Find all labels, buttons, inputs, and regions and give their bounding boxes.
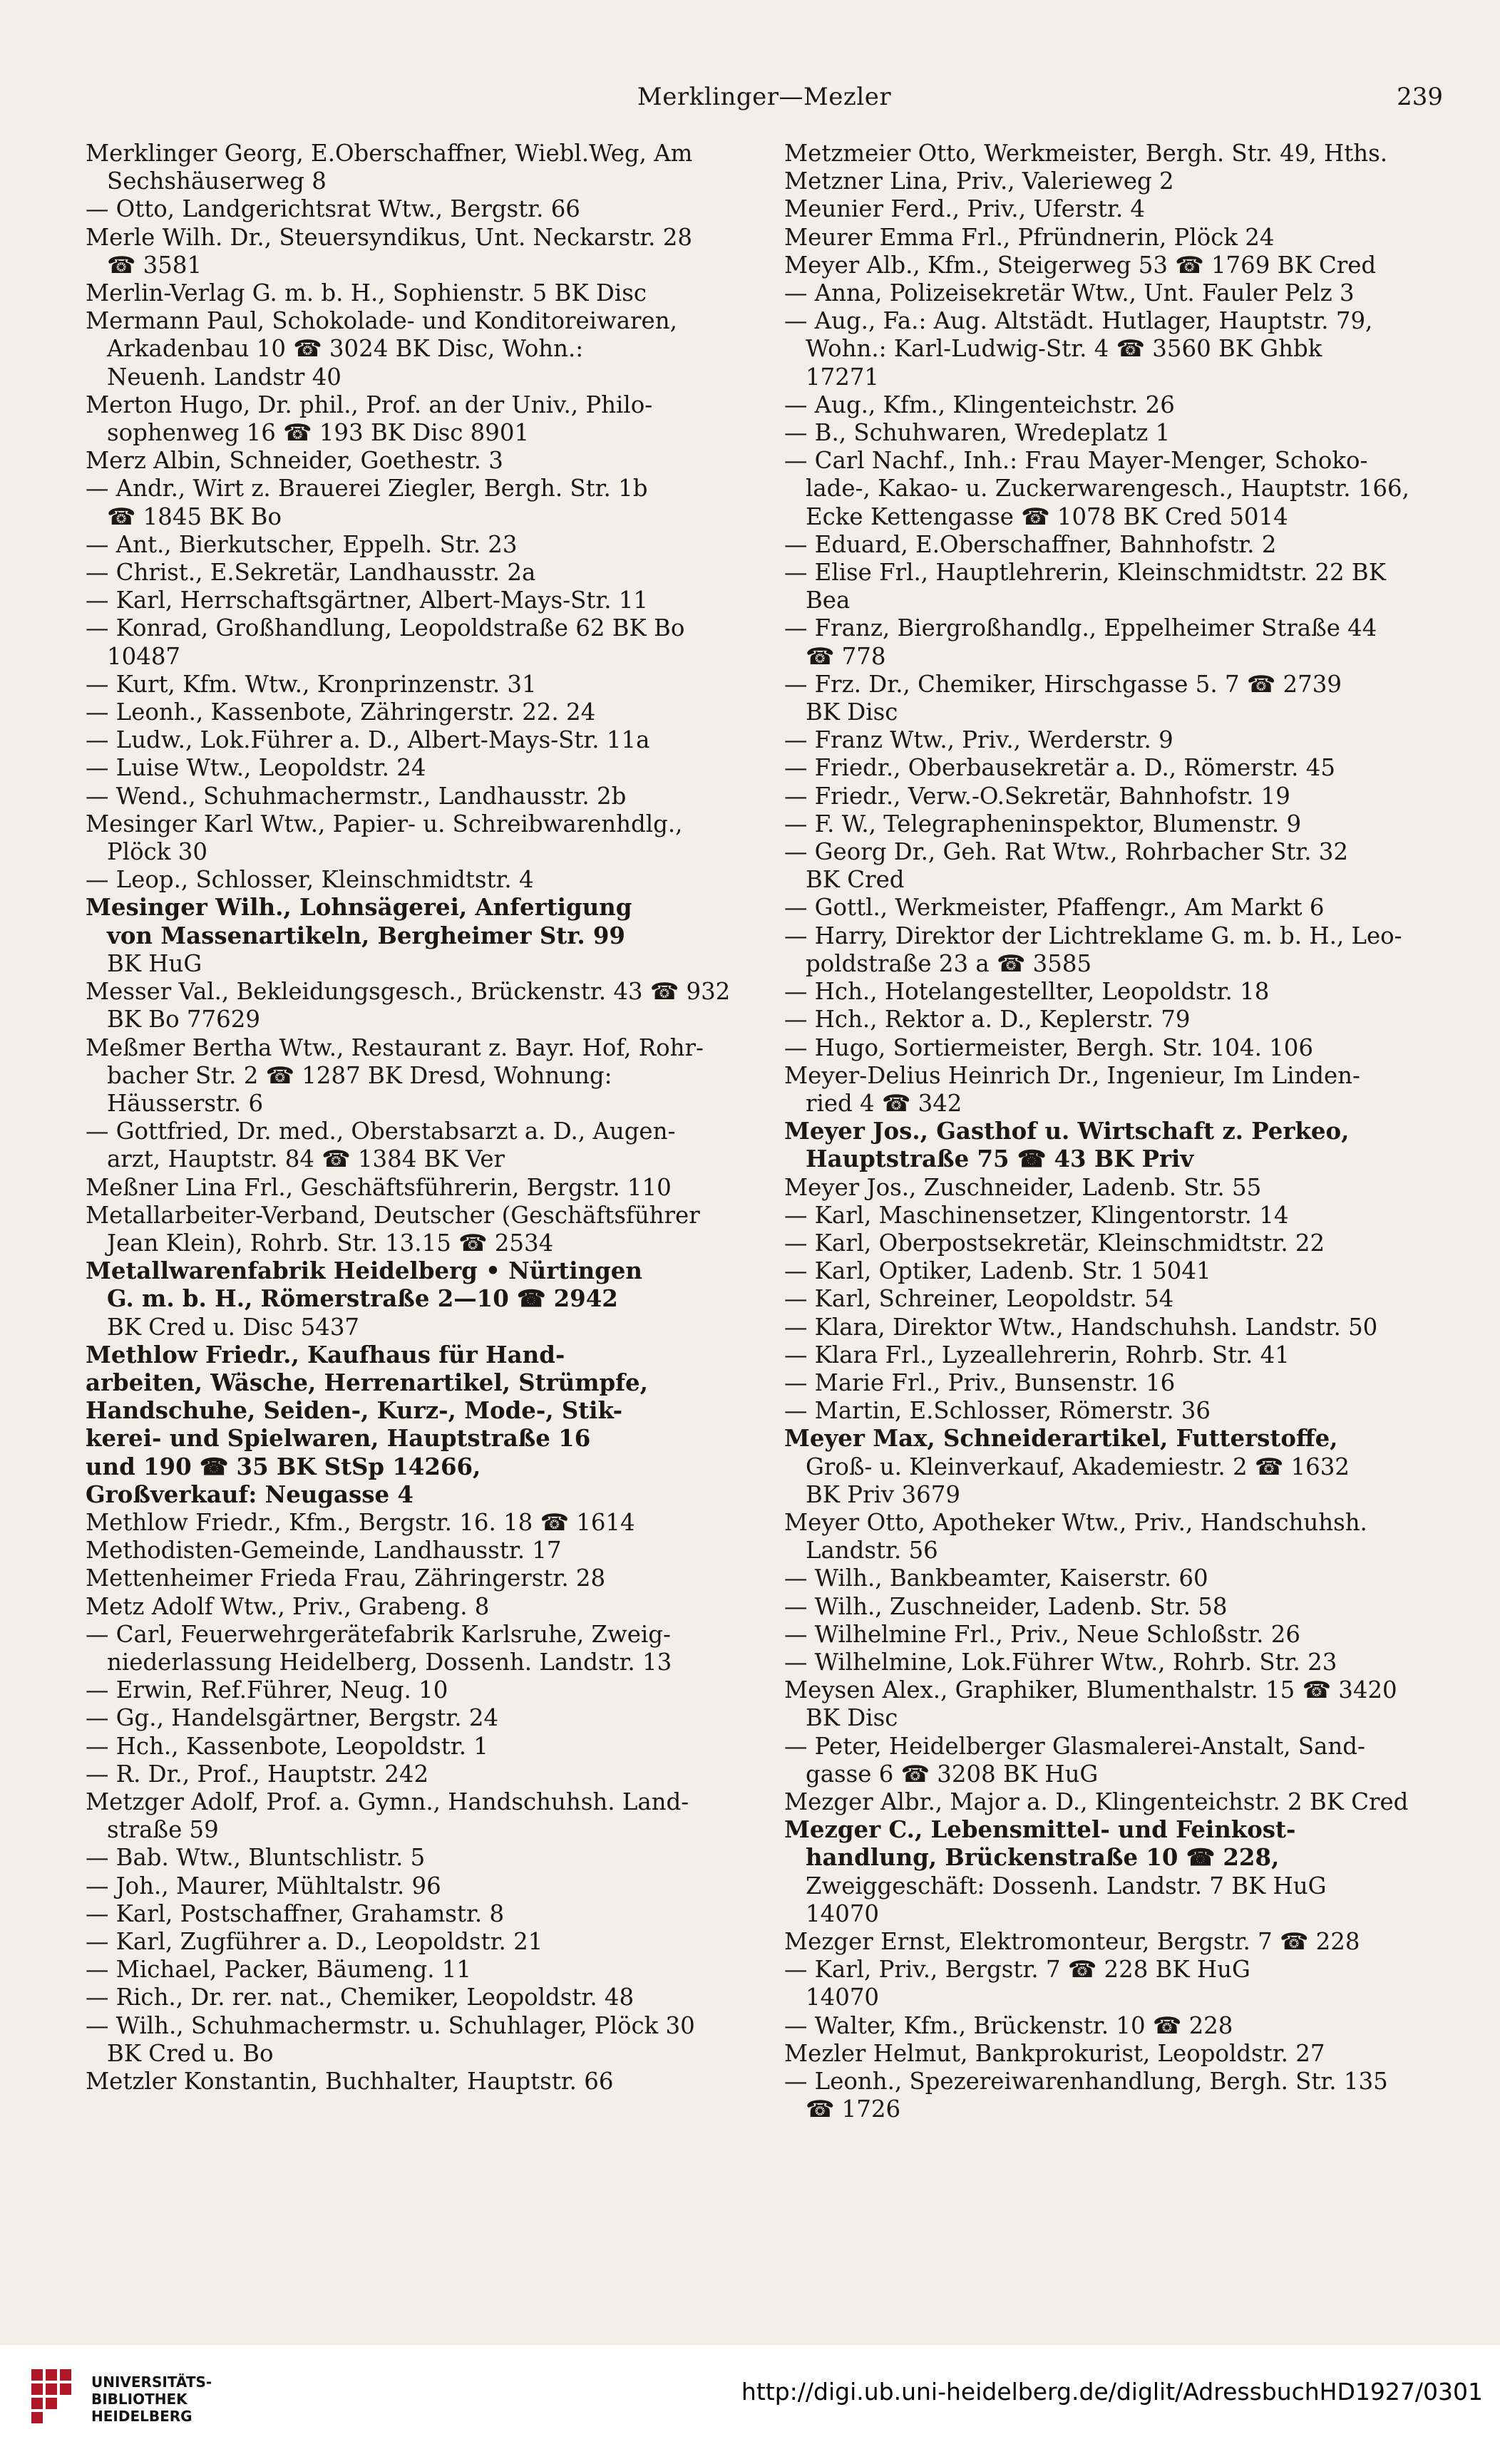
directory-entry: — Karl, Maschinensetzer, Klingentorstr. 14 — [784, 1201, 1289, 1229]
directory-entry: 14070 — [806, 1899, 880, 1927]
directory-entry: — Martin, E.Schlosser, Römerstr. 36 — [784, 1397, 1211, 1425]
directory-entry: Mettenheimer Frieda Frau, Zähringerstr. 28 — [86, 1565, 606, 1592]
directory-entry: — Franz Wtw., Priv., Werderstr. 9 — [784, 726, 1173, 754]
directory-entry: — Harry, Direktor der Lichtreklame G. m. b. H., Leo- — [784, 922, 1402, 949]
directory-entry: gasse 6 ☎ 3208 BK HuG — [806, 1760, 1099, 1788]
directory-entry: — Leop., Schlosser, Kleinschmidtstr. 4 — [86, 866, 534, 894]
directory-entry: — Georg Dr., Geh. Rat Wtw., Rohrbacher Str. 32 — [784, 838, 1349, 866]
directory-entry: — Otto, Landgerichtsrat Wtw., Bergstr. 66 — [86, 195, 580, 223]
directory-entry: Mermann Paul, Schokolade- und Konditoreiwaren, — [86, 307, 677, 335]
directory-entry: — Carl, Feuerwehrgerätefabrik Karlsruhe, Zweig- — [86, 1620, 671, 1648]
directory-entry: Hauptstraße 75 ☎ 43 BK Priv — [806, 1145, 1194, 1173]
directory-entry: Metzner Lina, Priv., Valerieweg 2 — [784, 167, 1174, 195]
directory-entry: Meunier Ferd., Priv., Uferstr. 4 — [784, 195, 1146, 223]
directory-entry: — Kurt, Kfm. Wtw., Kronprinzenstr. 31 — [86, 670, 537, 698]
directory-entry: — Peter, Heidelberger Glasmalerei-Anstalt, Sand- — [784, 1732, 1365, 1760]
directory-entry: — Wilhelmine Frl., Priv., Neue Schloßstr. 26 — [784, 1620, 1300, 1648]
directory-entry: arbeiten, Wäsche, Herrenartikel, Strümpfe, — [86, 1368, 648, 1396]
directory-entry: — Christ., E.Sekretär, Landhausstr. 2a — [86, 559, 536, 587]
directory-entry: BK Disc — [806, 699, 898, 726]
library-name — [91, 2373, 212, 2425]
directory-entry: Groß- u. Kleinverkauf, Akademiestr. 2 ☎ 1632 — [806, 1453, 1350, 1480]
directory-entry: Mezger C., Lebensmittel- und Feinkost- — [784, 1816, 1296, 1844]
directory-entry: BK Disc — [806, 1704, 898, 1732]
directory-entry: Zweiggeschäft: Dossenh. Landstr. 7 BK HuG — [806, 1872, 1327, 1899]
library-line: BIBLIOTHEK — [91, 2391, 188, 2408]
directory-entry: — Wend., Schuhmachermstr., Landhausstr. 2b — [86, 782, 627, 810]
directory-entry: — Wilh., Zuschneider, Ladenb. Str. 58 — [784, 1592, 1228, 1620]
directory-entry: Meyer Jos., Zuschneider, Ladenb. Str. 55 — [784, 1173, 1262, 1201]
directory-entry: — Rich., Dr. rer. nat., Chemiker, Leopoldstr. 48 — [86, 1984, 635, 2011]
left-column — [86, 140, 759, 2096]
directory-entry: — Karl, Oberpostsekretär, Kleinschmidtstr. 22 — [784, 1229, 1325, 1257]
directory-entry: Plöck 30 — [107, 838, 207, 866]
running-title: Merklinger—Mezler — [637, 83, 892, 111]
directory-entry: Sechshäuserweg 8 — [107, 167, 327, 195]
directory-entry: Wohn.: Karl-Ludwig-Str. 4 ☎ 3560 BK Ghbk — [806, 335, 1322, 363]
directory-entry: BK Priv 3679 — [806, 1480, 960, 1508]
directory-entry: Meyer Alb., Kfm., Steigerweg 53 ☎ 1769 BK Cred — [784, 251, 1377, 279]
directory-entry: — Karl, Optiker, Ladenb. Str. 1 5041 — [784, 1257, 1211, 1285]
directory-entry: — Eduard, E.Oberschaffner, Bahnhofstr. 2 — [784, 530, 1277, 558]
directory-entry: Meßner Lina Frl., Geschäftsführerin, Bergstr. 110 — [86, 1173, 672, 1201]
directory-entry: Merton Hugo, Dr. phil., Prof. an der Univ., Philo- — [86, 391, 653, 418]
directory-entry: 10487 — [107, 642, 181, 670]
directory-entry: sophenweg 16 ☎ 193 BK Disc 8901 — [107, 419, 530, 447]
directory-entry: Mezler Helmut, Bankprokurist, Leopoldstr. 27 — [784, 2039, 1325, 2067]
directory-entry: — Anna, Polizeisekretär Wtw., Unt. Fauler Pelz 3 — [784, 279, 1355, 307]
directory-entry: Meyer Otto, Apotheker Wtw., Priv., Handschuhsh. — [784, 1508, 1367, 1536]
directory-entry: — Karl, Zugführer a. D., Leopoldstr. 21 — [86, 1928, 543, 1955]
directory-entry: — Joh., Maurer, Mühltalstr. 96 — [86, 1872, 441, 1899]
directory-entry: — Aug., Kfm., Klingenteichstr. 26 — [784, 391, 1175, 418]
directory-entry: Meurer Emma Frl., Pfründnerin, Plöck 24 — [784, 223, 1275, 251]
directory-entry: BK Bo 77629 — [107, 1006, 260, 1033]
directory-entry: — Leonh., Kassenbote, Zähringerstr. 22. 24 — [86, 699, 596, 726]
directory-entry: — Wilh., Schuhmachermstr. u. Schuhlager, Plöck 30 — [86, 2011, 695, 2039]
directory-entry: Handschuhe, Seiden-, Kurz-, Mode-, Stik- — [86, 1397, 623, 1425]
directory-entry: — B., Schuhwaren, Wredeplatz 1 — [784, 419, 1171, 447]
directory-entry: — Carl Nachf., Inh.: Frau Mayer-Menger, Schoko- — [784, 447, 1368, 475]
directory-entry: — Hch., Hotelangestellter, Leopoldstr. 18 — [784, 978, 1270, 1006]
directory-entry: Methlow Friedr., Kfm., Bergstr. 16. 18 ☎ 1614 — [86, 1508, 635, 1536]
directory-entry: — Wilhelmine, Lok.Führer Wtw., Rohrb. Str. 23 — [784, 1648, 1337, 1676]
directory-entry: — Walter, Kfm., Brückenstr. 10 ☎ 228 — [784, 2011, 1233, 2039]
directory-entry: Arkadenbau 10 ☎ 3024 BK Disc, Wohn.: — [107, 335, 584, 363]
directory-entry: — Karl, Herrschaftsgärtner, Albert-Mays-Str. 11 — [86, 587, 649, 614]
directory-entry: — Luise Wtw., Leopoldstr. 24 — [86, 754, 426, 782]
directory-entry: 14070 — [806, 1984, 880, 2011]
directory-entry: — F. W., Telegrapheninspektor, Blumenstr. 9 — [784, 810, 1302, 837]
directory-entry: — Aug., Fa.: Aug. Altstädt. Hutlager, Hauptstr. 79, — [784, 307, 1373, 335]
directory-entry: — Ant., Bierkutscher, Eppelh. Str. 23 — [86, 530, 518, 558]
directory-entry: — Gottl., Werkmeister, Pfaffengr., Am Markt 6 — [784, 894, 1325, 922]
directory-entry: Mesinger Wilh., Lohnsägerei, Anfertigung — [86, 894, 632, 922]
directory-entry: Methlow Friedr., Kaufhaus für Hand- — [86, 1341, 565, 1368]
directory-entry: BK Cred u. Bo — [107, 2039, 274, 2067]
directory-entry: Großverkauf: Neugasse 4 — [86, 1480, 413, 1508]
directory-entry: straße 59 — [107, 1816, 219, 1844]
directory-entry: — Hch., Rektor a. D., Keplerstr. 79 — [784, 1006, 1191, 1033]
directory-entry: Metzmeier Otto, Werkmeister, Bergh. Str. 49, Hths. — [784, 140, 1387, 167]
directory-entry: Landstr. 56 — [806, 1537, 938, 1565]
directory-entry: Meyer Jos., Gasthof u. Wirtschaft z. Perkeo, — [784, 1118, 1350, 1145]
directory-entry: lade-, Kakao- u. Zuckerwarengesch., Hauptstr. 166, — [806, 475, 1409, 502]
directory-entry: ☎ 3581 — [107, 251, 202, 279]
directory-entry: — R. Dr., Prof., Hauptstr. 242 — [86, 1760, 429, 1788]
directory-entry: Metallwarenfabrik Heidelberg • Nürtingen — [86, 1257, 642, 1285]
directory-entry: Metzler Konstantin, Buchhalter, Hauptstr. 66 — [86, 2068, 614, 2096]
directory-entry: arzt, Hauptstr. 84 ☎ 1384 BK Ver — [107, 1145, 505, 1173]
directory-entry: — Gottfried, Dr. med., Oberstabsarzt a. D., Augen- — [86, 1118, 676, 1145]
directory-entry: — Ludw., Lok.Führer a. D., Albert-Mays-Str. 11a — [86, 726, 650, 754]
directory-entry: — Hugo, Sortiermeister, Bergh. Str. 104. 106 — [784, 1033, 1313, 1061]
directory-entry: Mezger Albr., Major a. D., Klingenteichstr. 2 BK Cred — [784, 1788, 1409, 1815]
directory-entry: Metallarbeiter-Verband, Deutscher (Geschäftsführer — [86, 1201, 700, 1229]
directory-entry: Mezger Ernst, Elektromonteur, Bergstr. 7 ☎ 228 — [784, 1928, 1360, 1955]
directory-entry: — Frz. Dr., Chemiker, Hirschgasse 5. 7 ☎ 2739 — [784, 670, 1342, 698]
directory-entry: Merz Albin, Schneider, Goethestr. 3 — [86, 447, 503, 475]
directory-entry: Mesinger Karl Wtw., Papier- u. Schreibwarenhdlg., — [86, 810, 683, 837]
directory-entry: Häusserstr. 6 — [107, 1089, 264, 1117]
directory-entry: — Klara Frl., Lyzeallehrerin, Rohrb. Str. 41 — [784, 1341, 1290, 1368]
directory-entry: ried 4 ☎ 342 — [806, 1089, 962, 1117]
directory-entry: — Gg., Handelsgärtner, Bergstr. 24 — [86, 1704, 499, 1732]
directory-entry: — Franz, Biergroßhandlg., Eppelheimer Straße 44 — [784, 614, 1377, 642]
directory-entry: — Andr., Wirt z. Brauerei Ziegler, Bergh. Str. 1b — [86, 475, 648, 502]
directory-entry: Meßmer Bertha Wtw., Restaurant z. Bayr. Hof, Rohr- — [86, 1033, 704, 1061]
directory-entry: und 190 ☎ 35 BK StSp 14266, — [86, 1453, 481, 1480]
directory-entry: Merlin-Verlag G. m. b. H., Sophienstr. 5 BK Disc — [86, 279, 647, 307]
directory-entry: Messer Val., Bekleidungsgesch., Brückenstr. 43 ☎ 932 — [86, 978, 731, 1006]
directory-entry: Methodisten-Gemeinde, Landhausstr. 17 — [86, 1537, 562, 1565]
directory-entry: — Friedr., Verw.-O.Sekretär, Bahnhofstr. 19 — [784, 782, 1290, 810]
directory-entry: Jean Klein), Rohrb. Str. 13.15 ☎ 2534 — [107, 1229, 554, 1257]
page-header — [78, 78, 1450, 118]
directory-entry: — Klara, Direktor Wtw., Handschuhsh. Landstr. 50 — [784, 1313, 1378, 1341]
directory-entry: — Konrad, Großhandlung, Leopoldstraße 62 BK Bo — [86, 614, 685, 642]
directory-entry: Metz Adolf Wtw., Priv., Grabeng. 8 — [86, 1592, 490, 1620]
directory-entry: Meysen Alex., Graphiker, Blumenthalstr. 15 ☎ 3420 — [784, 1676, 1397, 1704]
directory-entry: — Marie Frl., Priv., Bunsenstr. 16 — [784, 1368, 1176, 1396]
directory-entry: Merle Wilh. Dr., Steuersyndikus, Unt. Neckarstr. 28 — [86, 223, 692, 251]
directory-entry: — Leonh., Spezereiwarenhandlung, Bergh. Str. 135 — [784, 2068, 1388, 2096]
directory-entry: — Karl, Schreiner, Leopoldstr. 54 — [784, 1285, 1174, 1313]
directory-entry: niederlassung Heidelberg, Dossenh. Landstr. 13 — [107, 1648, 672, 1676]
directory-entry: — Karl, Postschaffner, Grahamstr. 8 — [86, 1899, 505, 1927]
directory-entry: — Erwin, Ref.Führer, Neug. 10 — [86, 1676, 448, 1704]
directory-entry: BK HuG — [107, 949, 202, 977]
source-url-link[interactable]: http://digi.ub.uni-heidelberg.de/diglit/AdressbuchHD1927/0301 — [741, 2378, 1483, 2406]
directory-entry: Merklinger Georg, E.Oberschaffner, Wiebl.Weg, Am — [86, 140, 693, 167]
directory-entry: — Bab. Wtw., Bluntschlistr. 5 — [86, 1844, 426, 1872]
directory-entry: — Michael, Packer, Bäumeng. 11 — [86, 1956, 472, 1984]
page-number: 239 — [1397, 83, 1443, 111]
directory-entry: kerei- und Spielwaren, Hauptstraße 16 — [86, 1425, 591, 1453]
directory-entry: Meyer-Delius Heinrich Dr., Ingenieur, Im Linden- — [784, 1061, 1360, 1089]
directory-entry: — Friedr., Oberbausekretär a. D., Römerstr. 45 — [784, 754, 1335, 782]
directory-entry: BK Cred — [806, 866, 905, 894]
directory-entry: ☎ 1726 — [806, 2096, 901, 2123]
directory-entry: handlung, Brückenstraße 10 ☎ 228, — [806, 1844, 1280, 1872]
directory-entry: von Massenartikeln, Bergheimer Str. 99 — [107, 922, 625, 949]
directory-entry: poldstraße 23 a ☎ 3585 — [806, 949, 1092, 977]
directory-entry: Metzger Adolf, Prof. a. Gymn., Handschuhsh. Land- — [86, 1788, 689, 1815]
directory-entry: ☎ 778 — [806, 642, 886, 670]
directory-entry: bacher Str. 2 ☎ 1287 BK Dresd, Wohnung: — [107, 1061, 612, 1089]
directory-entry: Neuenh. Landstr 40 — [107, 363, 341, 391]
footer-bar — [0, 2345, 1500, 2464]
right-column — [784, 140, 1462, 2123]
directory-entry: — Karl, Priv., Bergstr. 7 ☎ 228 BK HuG — [784, 1956, 1250, 1984]
directory-entry: — Hch., Kassenbote, Leopoldstr. 1 — [86, 1732, 488, 1760]
directory-entry: Bea — [806, 587, 851, 614]
directory-entry: 17271 — [806, 363, 880, 391]
library-logo-icon — [29, 2365, 84, 2436]
directory-entry: G. m. b. H., Römerstraße 2—10 ☎ 2942 — [107, 1285, 618, 1313]
library-line: HEIDELBERG — [91, 2408, 192, 2425]
directory-entry: ☎ 1845 BK Bo — [107, 502, 282, 530]
directory-entry: — Wilh., Bankbeamter, Kaiserstr. 60 — [784, 1565, 1208, 1592]
directory-entry: Ecke Kettengasse ☎ 1078 BK Cred 5014 — [806, 502, 1288, 530]
directory-entry: BK Cred u. Disc 5437 — [107, 1313, 360, 1341]
directory-entry: — Elise Frl., Hauptlehrerin, Kleinschmidtstr. 22 BK — [784, 559, 1386, 587]
directory-entry: Meyer Max, Schneiderartikel, Futterstoffe, — [784, 1425, 1338, 1453]
library-line: UNIVERSITÄTS- — [91, 2373, 212, 2391]
